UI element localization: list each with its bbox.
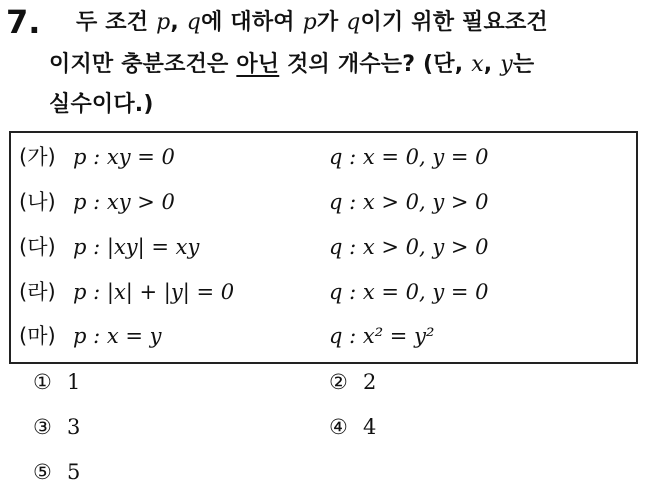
question-text-segment: 이지만 충분조건은 — [49, 52, 237, 77]
choice-value: 4 — [363, 415, 377, 439]
choice-number-marker: ② — [329, 370, 348, 394]
statement-box — [9, 131, 638, 364]
math-variable-p: p — [156, 10, 171, 35]
math-variable-q: q — [186, 10, 202, 35]
answer-choice-4[interactable] — [329, 412, 376, 442]
statement-row-da — [11, 227, 636, 267]
choice-number-marker: ③ — [33, 415, 52, 439]
statement-row-ra — [11, 272, 636, 312]
choice-value: 3 — [67, 415, 81, 439]
question-text-segment: 는 — [512, 52, 535, 77]
condition-p: p : xy > 0 — [73, 190, 175, 214]
condition-p: p : xy = 0 — [73, 145, 175, 169]
answer-choice-5[interactable] — [33, 457, 80, 487]
statement-row-ga — [11, 137, 636, 177]
answer-choice-3[interactable] — [33, 412, 80, 442]
question-number: 7. — [6, 3, 41, 41]
math-variable-p: p — [302, 10, 317, 35]
condition-q: q : x > 0, y > 0 — [329, 190, 489, 214]
statement-label: (나) — [19, 190, 56, 214]
question-text-segment: 가 — [316, 10, 347, 35]
question-text-segment: 이기 위한 필요조건 — [360, 10, 548, 35]
statement-row-na — [11, 182, 636, 222]
answer-choice-2[interactable] — [329, 367, 376, 397]
statement-row-ma — [11, 316, 636, 356]
choice-number-marker: ④ — [329, 415, 348, 439]
question-text-line-3: 실수이다.) — [49, 92, 154, 117]
choice-number-marker: ⑤ — [33, 460, 52, 484]
choice-value: 1 — [67, 370, 81, 394]
question-text-segment: 두 조건 — [76, 10, 157, 35]
question-text-line-2 — [49, 50, 534, 80]
math-variable-q: q — [346, 10, 361, 35]
statement-label: (가) — [19, 145, 56, 169]
choice-value: 2 — [363, 370, 377, 394]
statement-label: (마) — [19, 324, 56, 348]
math-variable-x: x — [471, 52, 484, 77]
condition-q: q : x > 0, y > 0 — [329, 235, 489, 259]
condition-p: p : |x| + |y| = 0 — [73, 280, 235, 304]
condition-q: q : x = 0, y = 0 — [329, 280, 489, 304]
statement-label: (다) — [19, 235, 56, 259]
question-text-line-1 — [76, 8, 548, 38]
underlined-emphasis-text: 아닌 — [236, 52, 280, 77]
condition-p: p : x = y — [73, 324, 162, 348]
condition-p: p : |xy| = xy — [73, 235, 200, 259]
question-text-segment: 것의 개수는? (단, — [279, 52, 472, 77]
statement-label: (라) — [19, 280, 56, 304]
question-text-segment: , — [170, 10, 187, 35]
choice-value: 5 — [67, 460, 81, 484]
math-variable-y: y — [500, 52, 513, 77]
condition-q: q : x² = y² — [329, 324, 435, 348]
question-text-segment: 에 대하여 — [201, 10, 303, 35]
choice-number-marker: ① — [33, 370, 52, 394]
answer-choice-1[interactable] — [33, 367, 80, 397]
question-text-segment: , — [483, 52, 501, 77]
condition-q: q : x = 0, y = 0 — [329, 145, 489, 169]
